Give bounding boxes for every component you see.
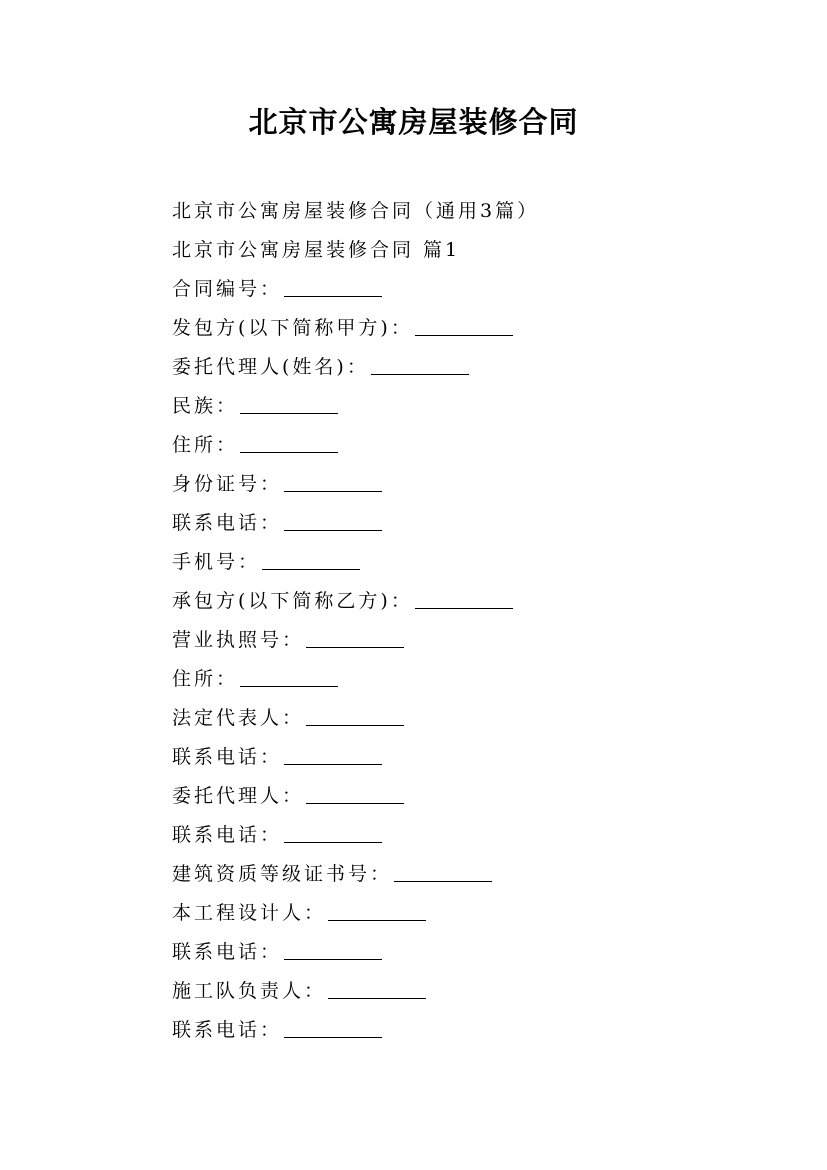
- fill-in-blank: [284, 278, 382, 297]
- line-label: 联系电话：: [172, 824, 283, 846]
- line-label: 委托代理人：: [172, 785, 305, 807]
- line-label: 联系电话：: [172, 1019, 283, 1041]
- document-line: [172, 976, 772, 1015]
- line-label: 营业执照号：: [172, 629, 305, 651]
- document-line: [172, 586, 772, 625]
- line-label: 承包方(以下简称乙方)：: [172, 590, 413, 612]
- document-line: [172, 742, 772, 781]
- document-line: [172, 664, 772, 703]
- document-line: [172, 1015, 772, 1054]
- document-line: [172, 196, 772, 235]
- fill-in-blank: [371, 356, 469, 375]
- line-label: 北京市公寓房屋装修合同（通用3篇）: [172, 200, 540, 222]
- document-line: [172, 547, 772, 586]
- document-line: [172, 781, 772, 820]
- fill-in-blank: [284, 512, 382, 531]
- document-line: [172, 820, 772, 859]
- fill-in-blank: [415, 590, 513, 609]
- fill-in-blank: [262, 551, 360, 570]
- fill-in-blank: [328, 980, 426, 999]
- line-label: 身份证号：: [172, 473, 283, 495]
- line-label: 法定代表人：: [172, 707, 305, 729]
- contract-lines: [172, 196, 772, 1054]
- line-label: 住所：: [172, 434, 239, 456]
- document-line: [172, 352, 772, 391]
- document-line: [172, 469, 772, 508]
- fill-in-blank: [240, 395, 338, 414]
- fill-in-blank: [394, 863, 492, 882]
- line-label: 委托代理人(姓名)：: [172, 356, 369, 378]
- fill-in-blank: [328, 902, 426, 921]
- fill-in-blank: [240, 668, 338, 687]
- document-line: [172, 274, 772, 313]
- line-label: 北京市公寓房屋装修合同 篇1: [172, 239, 461, 261]
- document-line: [172, 898, 772, 937]
- document-line: [172, 625, 772, 664]
- line-label: 本工程设计人：: [172, 902, 327, 924]
- document-line: [172, 508, 772, 547]
- line-label: 联系电话：: [172, 941, 283, 963]
- line-label: 联系电话：: [172, 512, 283, 534]
- fill-in-blank: [284, 941, 382, 960]
- document-line: [172, 235, 772, 274]
- fill-in-blank: [284, 824, 382, 843]
- fill-in-blank: [284, 746, 382, 765]
- fill-in-blank: [306, 629, 404, 648]
- line-label: 建筑资质等级证书号：: [172, 863, 393, 885]
- line-label: 施工队负责人：: [172, 980, 327, 1002]
- fill-in-blank: [306, 707, 404, 726]
- document-line: [172, 859, 772, 898]
- fill-in-blank: [306, 785, 404, 804]
- document-line: [172, 430, 772, 469]
- fill-in-blank: [284, 473, 382, 492]
- line-label: 发包方(以下简称甲方)：: [172, 317, 413, 339]
- document-title: 北京市公寓房屋装修合同: [248, 105, 579, 139]
- document-line: [172, 313, 772, 352]
- document-line: [172, 937, 772, 976]
- document-line: [172, 703, 772, 742]
- document-line: [172, 391, 772, 430]
- fill-in-blank: [284, 1019, 382, 1038]
- line-label: 合同编号：: [172, 278, 283, 300]
- fill-in-blank: [415, 317, 513, 336]
- line-label: 民族：: [172, 395, 239, 417]
- fill-in-blank: [240, 434, 338, 453]
- line-label: 手机号：: [172, 551, 261, 573]
- line-label: 住所：: [172, 668, 239, 690]
- line-label: 联系电话：: [172, 746, 283, 768]
